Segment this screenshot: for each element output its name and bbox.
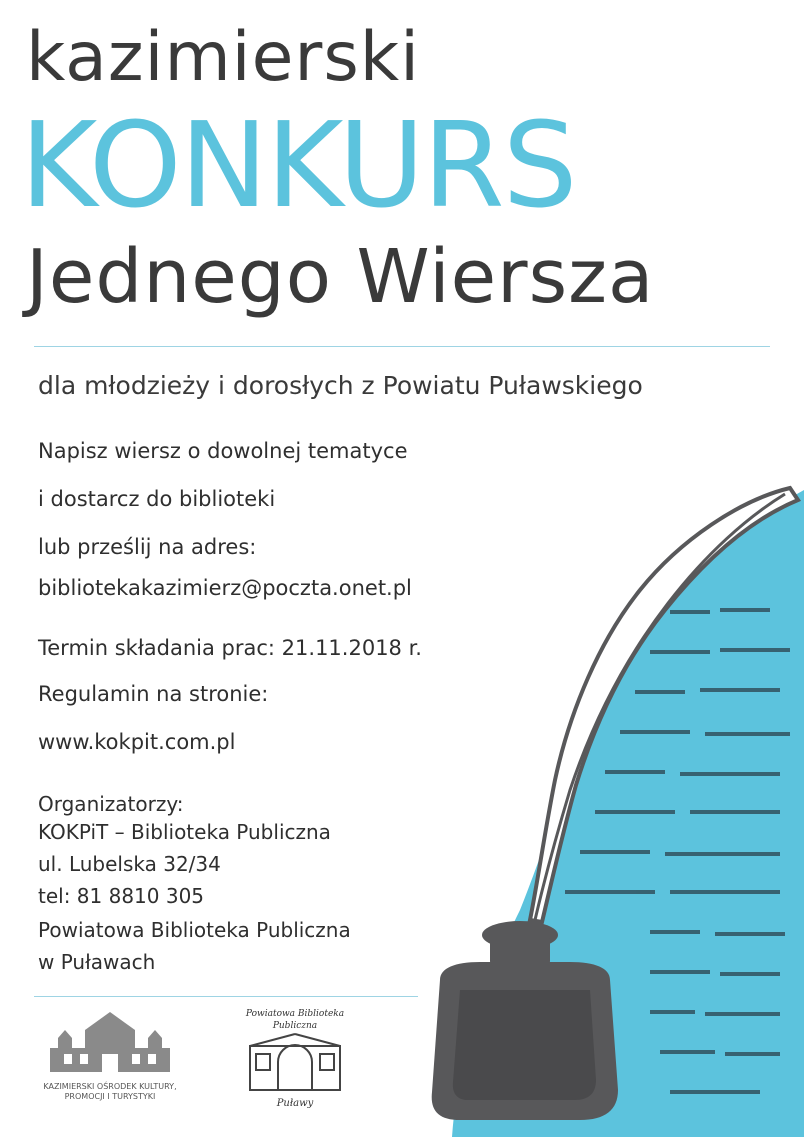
quill-inkwell-illustration bbox=[420, 480, 804, 1137]
organizer-line: tel: 81 8810 305 bbox=[38, 884, 205, 908]
organizer-line: ul. Lubelska 32/34 bbox=[38, 852, 221, 876]
library-logo-city: Puławy bbox=[276, 1098, 314, 1109]
organizer-line: w Puławach bbox=[38, 950, 156, 974]
email-address: bibliotekakazimierz@poczta.onet.pl bbox=[38, 576, 412, 600]
instruction-line: Regulamin na stronie: bbox=[38, 682, 269, 706]
title-line-2: KONKURS bbox=[20, 96, 576, 234]
divider-top bbox=[34, 346, 770, 347]
instruction-line: lub prześlij na adres: bbox=[38, 535, 257, 559]
instruction-line: i dostarcz do biblioteki bbox=[38, 487, 276, 511]
kokpit-logo-line1: KAZIMIERSKI OŚRODEK KULTURY, bbox=[43, 1082, 177, 1091]
website-url: www.kokpit.com.pl bbox=[38, 730, 236, 754]
kokpit-logo bbox=[40, 1008, 180, 1104]
deadline-text: Termin składania prac: 21.11.2018 r. bbox=[38, 636, 422, 660]
title-line-1: kazimierski bbox=[26, 18, 421, 97]
organizer-line: KOKPiT – Biblioteka Publiczna bbox=[38, 820, 331, 844]
instruction-line: Napisz wiersz o dowolnej tematyce bbox=[38, 439, 408, 463]
kokpit-logo-line2: PROMOCJI I TURYSTYKI bbox=[64, 1092, 156, 1101]
kokpit-building-icon bbox=[40, 1008, 180, 1078]
title-line-3: Jednego Wiersza bbox=[26, 234, 655, 320]
divider-bottom bbox=[34, 996, 418, 997]
library-gate-icon bbox=[230, 1032, 360, 1094]
library-logo bbox=[230, 1008, 360, 1108]
library-logo-arc-text: Powiatowa Biblioteka Publiczna bbox=[245, 1009, 345, 1031]
subtitle: dla młodzieży i dorosłych z Powiatu Puławskiego bbox=[38, 371, 643, 400]
organizer-line: Powiatowa Biblioteka Publiczna bbox=[38, 918, 351, 942]
organizers-heading: Organizatorzy: bbox=[38, 792, 184, 816]
